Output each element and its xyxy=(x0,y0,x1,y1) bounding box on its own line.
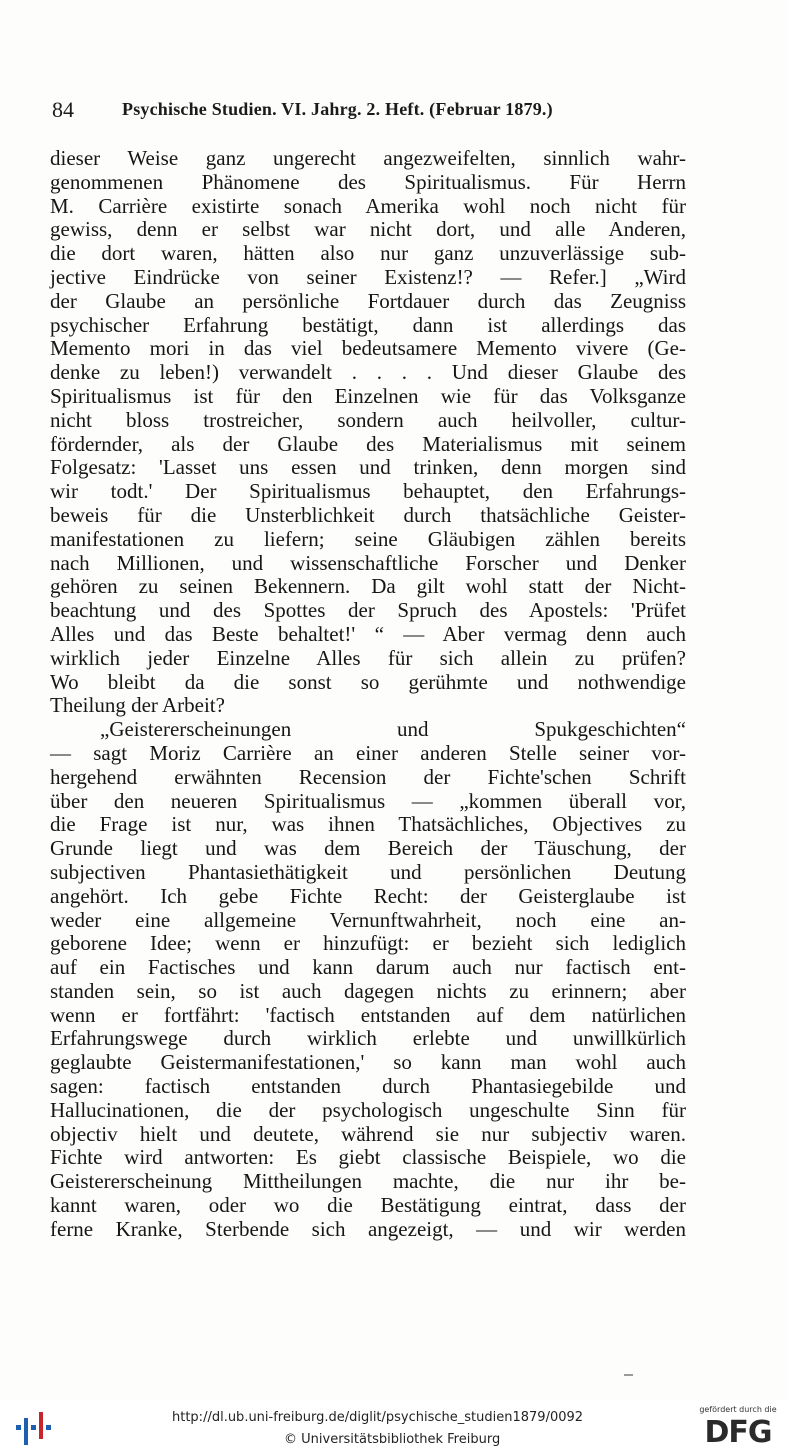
text-line: Folgesatz: 'Lasset uns essen und trinken, denn morgen sind xyxy=(50,455,686,480)
running-title: Psychische Studien. VI. Jahrg. 2. Heft. (Februar 1879.) xyxy=(122,99,553,119)
text-line: die Frage ist nur, was ihnen Thatsächliches, Objectives zu xyxy=(50,812,686,837)
text-line: gewiss, denn er selbst war nicht dort, und alle Anderen, xyxy=(50,217,686,242)
text-line: M. Carrière existirte sonach Amerika wohl noch nicht für xyxy=(50,193,686,218)
text-line: — sagt Moriz Carrière an einer anderen Stelle seiner vor- xyxy=(50,740,686,765)
text-line: Memento mori in das viel bedeutsamere Memento vivere (Ge- xyxy=(50,336,686,361)
text-line: beachtung und des Spottes der Spruch des Apostels: 'Prüfet xyxy=(50,598,686,623)
body-text xyxy=(50,147,686,1242)
text-line: „Geistererscheinungen und Spukgeschichten“ xyxy=(100,717,686,742)
text-line: Hallucinationen, die der psychologisch ungeschulte Sinn für xyxy=(50,1097,686,1122)
text-line: hergehend erwähnten Recension der Fichte'schen Schrift xyxy=(50,764,686,789)
text-line: geglaubte Geistermanifestationen,' so kann man wohl auch xyxy=(50,1050,686,1075)
text-line: Theilung der Arbeit? xyxy=(50,693,225,718)
stray-mark xyxy=(624,1374,633,1376)
library-logo-icon xyxy=(14,1408,54,1448)
text-line: beweis für die Unsterblichkeit durch thatsächliche Geister- xyxy=(50,502,686,527)
text-line: Grunde liegt und was dem Bereich der Täuschung, der xyxy=(50,836,686,861)
text-line: fördernder, als der Glaube des Materialismus mit seinem xyxy=(50,431,686,456)
source-url-link[interactable]: http://dl.ub.uni-freiburg.de/diglit/psychische_studien1879/0092 xyxy=(172,1410,584,1425)
text-line: Erfahrungswege durch wirklich erlebte und unwillkürlich xyxy=(50,1026,686,1051)
text-line: über den neueren Spiritualismus — „kommen überall vor, xyxy=(50,788,686,813)
dfg-mark: DFG xyxy=(704,1415,772,1450)
text-line: Alles und das Beste behaltet!' “ — Aber vermag denn auch xyxy=(50,621,686,646)
text-line: Fichte wird antworten: Es giebt classische Beispiele, wo die xyxy=(50,1145,686,1170)
text-line: die dort waren, hätten also nur ganz unzuverlässige sub- xyxy=(50,241,686,266)
text-line: geborene Idee; wenn er hinzufügt: er bezieht sich lediglich xyxy=(50,931,686,956)
footer xyxy=(0,1400,788,1454)
text-line: manifestationen zu liefern; seine Gläubigen zählen bereits xyxy=(50,526,686,551)
text-line: wenn er fortfährt: 'factisch entstanden auf dem natürlichen xyxy=(50,1002,686,1027)
copyright-text: © Universitätsbibliothek Freiburg xyxy=(284,1432,501,1447)
text-line: weder eine allgemeine Vernunftwahrheit, noch eine an- xyxy=(50,907,686,932)
text-line: standen sein, so ist auch dagegen nichts zu erinnern; aber xyxy=(50,978,686,1003)
text-line: wir todt.' Der Spiritualismus behauptet, den Erfahrungs- xyxy=(50,479,686,504)
text-line: der Glaube an persönliche Fortdauer durch das Zeugniss xyxy=(50,288,686,313)
text-line: nach Millionen, und wissenschaftliche Forscher und Denker xyxy=(50,550,686,575)
text-line: Geistererscheinung Mittheilungen machte, die nur ihr be- xyxy=(50,1169,686,1194)
text-line: jective Eindrücke von seiner Existenz!? — Refer.] „Wird xyxy=(50,264,686,289)
text-line: Spiritualismus ist für den Einzelnen wie für das Volksganze xyxy=(50,383,686,408)
text-line: subjectiven Phantasiethätigkeit und persönlichen Deutung xyxy=(50,859,686,884)
text-line: objectiv hielt und deutete, während sie nur subjectiv waren. xyxy=(50,1121,686,1146)
text-line: nicht bloss trostreicher, sondern auch heilvoller, cultur- xyxy=(50,407,686,432)
text-line: ferne Kranke, Sterbende sich angezeigt, — und wir werden xyxy=(50,1216,686,1241)
page-header xyxy=(52,97,692,127)
text-line: angehört. Ich gebe Fichte Recht: der Geisterglaube ist xyxy=(50,883,686,908)
dfg-caption: gefördert durch die xyxy=(699,1405,777,1414)
text-line: wirklich jeder Einzelne Alles für sich allein zu prüfen? xyxy=(50,645,686,670)
dfg-logo xyxy=(694,1405,782,1451)
text-line: genommenen Phänomene des Spiritualismus. Für Herrn xyxy=(50,169,686,194)
text-line: kannt waren, oder wo die Bestätigung eintrat, dass der xyxy=(50,1193,686,1218)
text-line: denke zu leben!) verwandelt . . . . Und dieser Glaube des xyxy=(50,360,686,385)
text-line: psychischer Erfahrung bestätigt, dann ist allerdings das xyxy=(50,312,686,337)
text-line: auf ein Factisches und kann darum auch nur factisch ent- xyxy=(50,955,686,980)
text-line: dieser Weise ganz ungerecht angezweifelten, sinnlich wahr- xyxy=(50,146,686,170)
text-line: Wo bleibt da die sonst so gerühmte und nothwendige xyxy=(50,669,686,694)
text-line: sagen: factisch entstanden durch Phantasiegebilde und xyxy=(50,1074,686,1099)
page-number: 84 xyxy=(52,97,74,122)
text-line: gehören zu seinen Bekennern. Da gilt wohl statt der Nicht- xyxy=(50,574,686,599)
